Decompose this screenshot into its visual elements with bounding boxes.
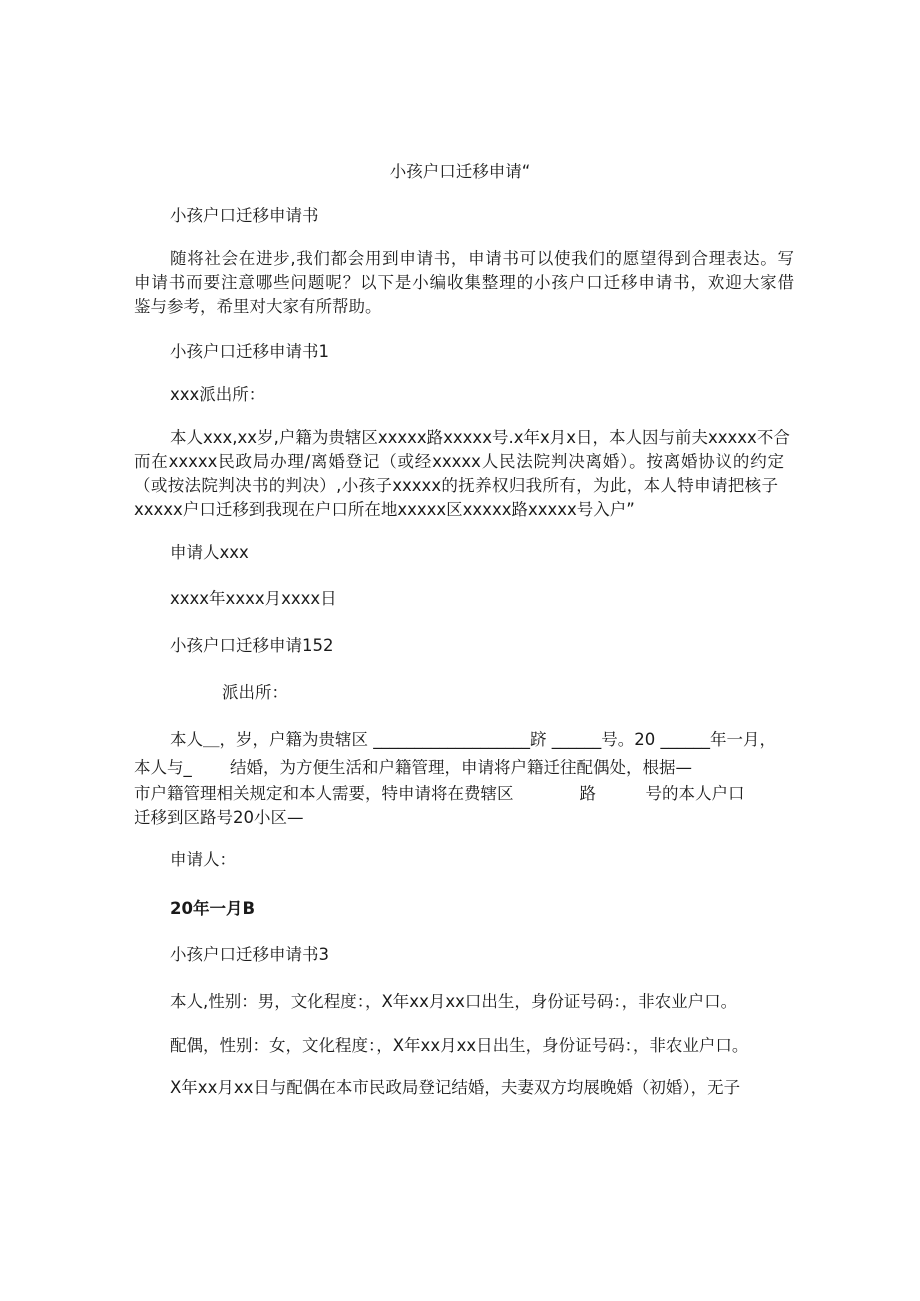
section3-heading: 小孩户口迁移申请书3 — [170, 945, 329, 964]
document-title: 小孩户口迁移申请“ — [389, 162, 531, 181]
section3-line-2: 配偶，性别：女，文化程度：，X年xx月xx日出生，身份证号码：，非农业户口。 — [170, 1036, 749, 1055]
section1-body-line-1: 本人xxx,xx岁,户籍为贵辖区xxxxx路xxxxx号.x年x月x日，本人因与前夫xxxxx不合 — [170, 428, 790, 447]
section1-applicant: 申请人xxx — [170, 543, 249, 562]
section2-body-line-4: 迁移到区路号20小区— — [134, 808, 304, 827]
section3-line-3: X年xx月xx日与配偶在本市民政局登记结婚，夫妻双方均展晚婚（初婚），无子 — [170, 1078, 741, 1097]
section2-salutation: 派出所： — [222, 683, 288, 702]
intro-line-1: 随将社会在进步,我们都会用到申请书，申请书可以使我们的愿望得到合理表达。写 — [170, 249, 794, 268]
section1-body-line-2: 而在xxxxx民政局办理/离婚登记（或经xxxxx人民法院判决离婚）。按离婚协议的约定 — [134, 452, 784, 471]
intro-line-3: 鉴与参考，希里对大家有所帮助。 — [134, 297, 382, 316]
section2-body-line-2: 本人与_ 结婚，为方便生活和户籍管理，申请将户籍迁往配偶处，根据— — [134, 758, 692, 777]
section1-heading: 小孩户口迁移申请书1 — [170, 342, 329, 361]
section1-salutation: xxx派出所： — [170, 385, 266, 404]
section1-body-line-3: （或按法院判决书的判决）,小孩子xxxxx的抚养权归我所有，为此，本人特申请把核子 — [134, 476, 778, 495]
section2-heading: 小孩户口迁移申请152 — [170, 636, 334, 655]
section1-body-line-4: xxxxx户口迁移到我现在户口所在地xxxxx区xxxxx路xxxxx号入户” — [134, 500, 635, 519]
main-heading: 小孩户口迁移申请书 — [170, 206, 319, 225]
section2-body-line-1: 本人＿，岁，户籍为贵辖区 ___________________跻 ______号。20 ______年一月， — [170, 730, 776, 749]
intro-line-2: 申请书而要注意哪些问题呢？以下是小编收集整理的小孩户口迁移申请书，欢迎大家借 — [134, 273, 794, 292]
section2-date: 20年一月B — [170, 899, 256, 918]
section2-body-line-3: 市户籍管理相关规定和本人需要，特申请将在费辖区 路 号的本人户口 — [134, 784, 745, 803]
section1-date: xxxx年xxxx月xxxx日 — [170, 589, 337, 608]
section3-line-1: 本人,性别：男，文化程度：，X年xx月xx口出生，身份证号码：，非农业户口。 — [170, 992, 738, 1011]
section2-applicant: 申请人： — [170, 850, 236, 869]
